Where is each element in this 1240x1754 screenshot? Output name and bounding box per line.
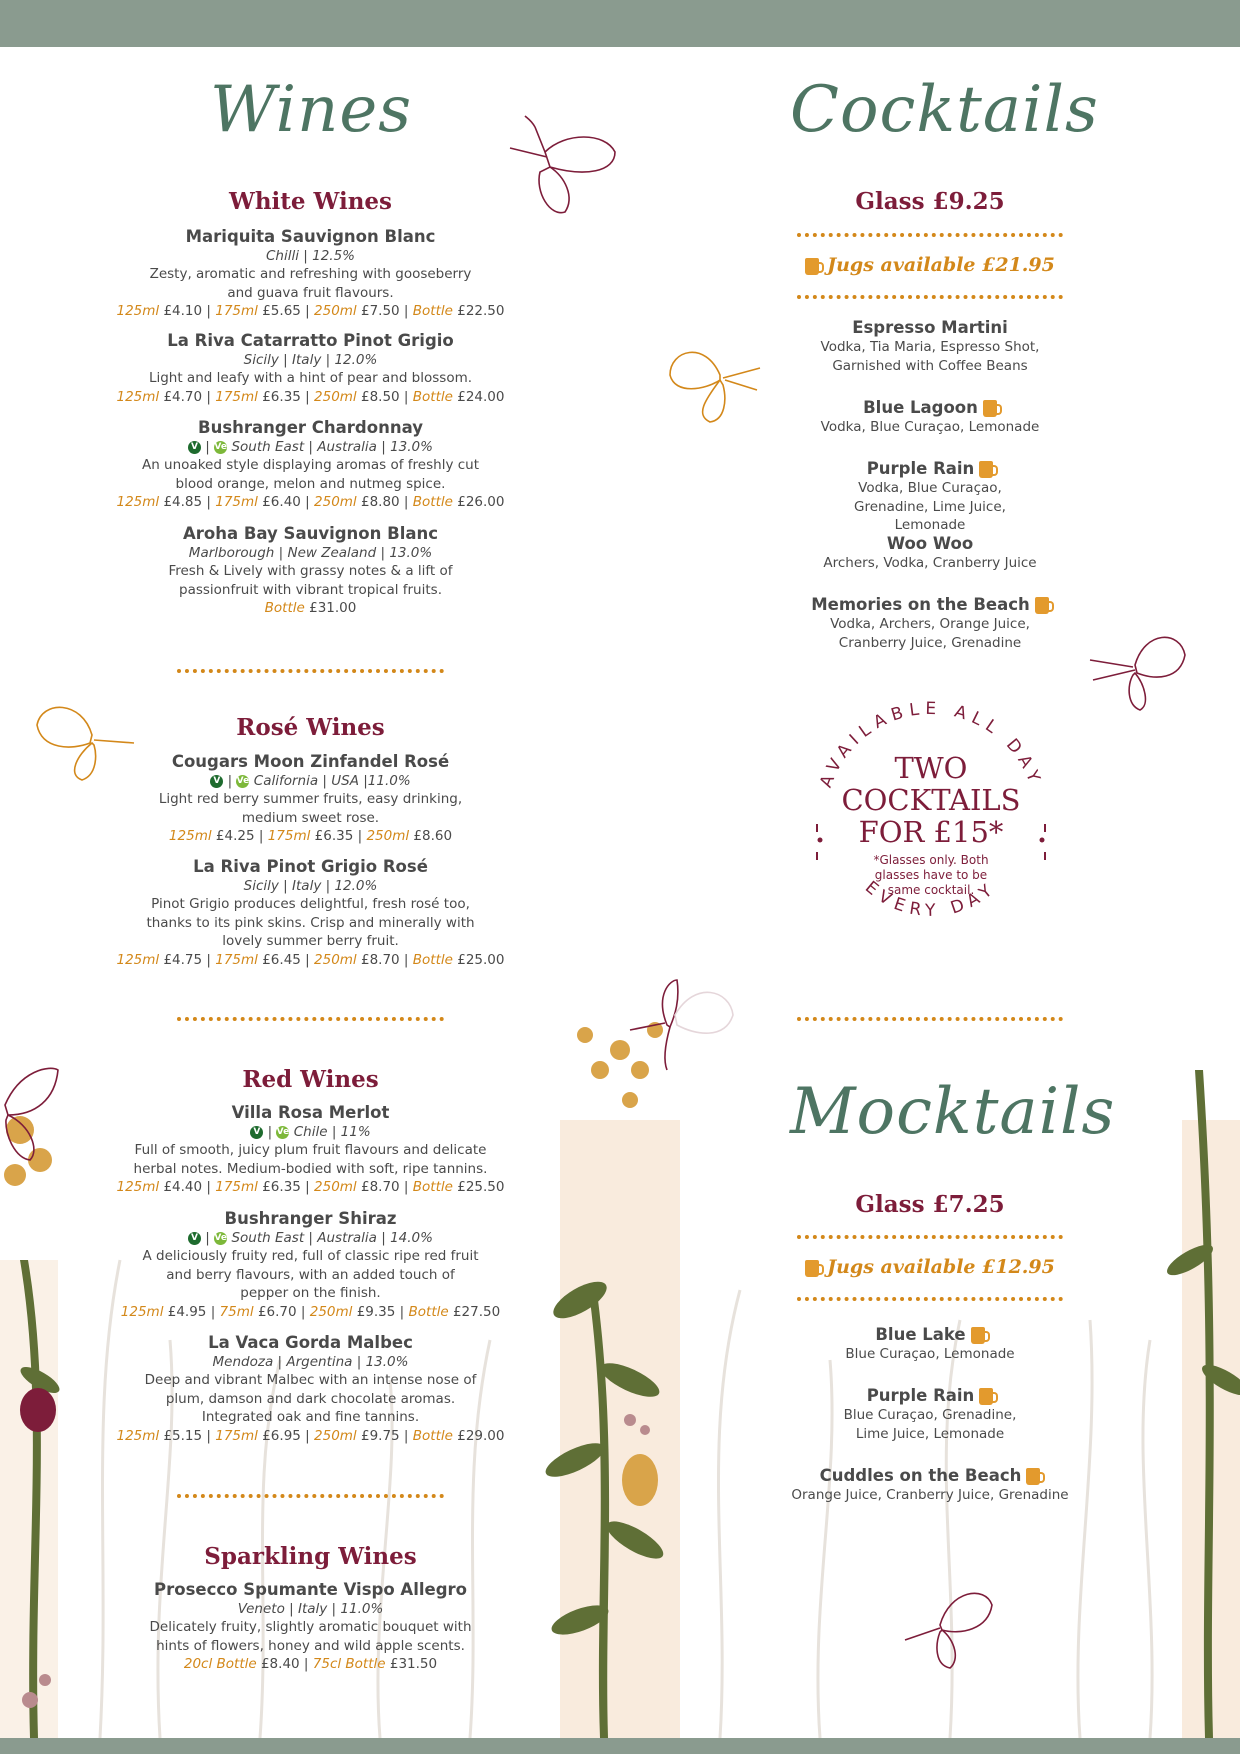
cocktail-description: Vodka, Blue Curaçao, Lemonade (820, 419, 1040, 435)
cocktail-name: Purple Rain (790, 459, 1070, 479)
wine-prices: 125ml £4.75 | 175ml £6.45 | 250ml £8.70 | Bottle £25.00 (116, 951, 505, 968)
wine-meta: Veneto | Italy | 11.0% (237, 1601, 384, 1617)
mocktail-name: Blue Lake (790, 1325, 1070, 1345)
badge-line-2: COCKTAILS (841, 783, 1021, 817)
divider (797, 295, 1063, 299)
wine-name: La Riva Pinot Grigio Rosé (193, 857, 428, 876)
wine-meta: V | Ve Chile | 11% (98, 1123, 523, 1141)
wine-prices: 125ml £5.15 | 175ml £6.95 | 250ml £9.75 | Bottle £29.00 (116, 1427, 505, 1444)
list-item (98, 331, 523, 406)
mocktail-description: Orange Juice, Cranberry Juice, Grenadine (791, 1487, 1069, 1503)
rose-wines-title: Rosé Wines (236, 714, 385, 741)
wine-name: Bushranger Shiraz (224, 1209, 397, 1228)
vegan-icon: Ve (276, 1126, 290, 1137)
badge-note-2: glasses have to be (874, 868, 988, 882)
list-item (98, 418, 523, 512)
red-wines-title: Red Wines (242, 1066, 379, 1093)
wine-prices: 125ml £4.70 | 175ml £6.35 | 250ml £8.50 | Bottle £24.00 (116, 388, 505, 405)
wine-prices: 125ml £4.85 | 175ml £6.40 | 250ml £8.80 | Bottle £26.00 (116, 494, 505, 511)
wine-prices: 20cl Bottle £8.40 | 75cl Bottle £31.50 (183, 1656, 438, 1673)
jug-icon (805, 258, 819, 275)
mocktail-glass-price: Glass £7.25 (855, 1191, 1005, 1218)
wine-name: Aroha Bay Sauvignon Blanc (182, 524, 439, 543)
vegan-icon: Ve (236, 775, 250, 786)
wine-prices: 125ml £4.95 | 75ml £6.70 | 250ml £9.35 | Bottle £27.50 (120, 1303, 501, 1320)
jug-icon (1035, 597, 1049, 614)
list-item (98, 227, 523, 321)
butterfly-icon (0, 1060, 60, 1165)
mocktail-description: Blue Curaçao, Lemonade (845, 1346, 1015, 1362)
cocktail-name: Espresso Martini (852, 318, 1008, 337)
butterfly-icon (625, 975, 740, 1075)
list-item (98, 1103, 523, 1197)
wine-prices: 125ml £4.25 | 175ml £6.35 | 250ml £8.60 (168, 828, 453, 845)
badge-line-1: TWO (894, 751, 968, 785)
list-item (98, 1209, 523, 1321)
list-item (98, 752, 523, 846)
cocktail-name: Memories on the Beach (790, 595, 1070, 615)
butterfly-icon (665, 330, 765, 430)
mocktail-jug-price: Jugs available £12.95 (770, 1256, 1090, 1278)
cocktail-name: Blue Lagoon (790, 398, 1070, 418)
list-item (790, 1325, 1070, 1364)
divider (797, 233, 1063, 237)
top-bar (0, 0, 1240, 47)
list-item (790, 459, 1070, 535)
vegan-icon: Ve (214, 1232, 227, 1243)
jug-icon (971, 1327, 985, 1344)
wine-name: Prosecco Spumante Vispo Allegro (154, 1580, 467, 1599)
wine-name: Bushranger Chardonnay (198, 418, 423, 437)
divider (797, 1235, 1063, 1239)
divider (177, 1017, 444, 1021)
vegetarian-icon: V (188, 1232, 201, 1245)
list-item (98, 1580, 523, 1674)
two-cocktails-badge (806, 694, 1056, 944)
wine-prices: 125ml £4.10 | 175ml £5.65 | 250ml £7.50 | Bottle £22.50 (116, 303, 505, 320)
wine-description: Full of smooth, juicy plum fruit flavours and delicate herbal notes. Medium-bodied with soft, ripe tannins. (133, 1142, 488, 1177)
mocktail-name: Purple Rain (790, 1386, 1070, 1406)
list-item (790, 318, 1070, 375)
jug-icon (979, 1388, 993, 1405)
wine-prices: Bottle £31.00 (264, 600, 357, 617)
divider (797, 1297, 1063, 1301)
list-item (98, 1333, 523, 1445)
wine-name: Mariquita Sauvignon Blanc (185, 227, 436, 246)
cocktail-description: Vodka, Blue Curaçao, Grenadine, Lime Juice, Lemonade (854, 480, 1006, 534)
wine-prices: 125ml £4.40 | 175ml £6.35 | 250ml £8.70 | Bottle £25.50 (116, 1179, 505, 1196)
divider (177, 1494, 444, 1498)
wine-description: Zesty, aromatic and refreshing with gooseberry and guava fruit flavours. (149, 266, 472, 301)
wine-name: La Vaca Gorda Malbec (208, 1333, 413, 1352)
cocktail-description: Vodka, Archers, Orange Juice, Cranberry Juice, Grenadine (830, 616, 1030, 651)
wine-meta: V | Ve California | USA |11.0% (98, 772, 523, 790)
jug-icon (805, 1260, 819, 1277)
badge-arc-top: AVAILABLE ALL DAY (816, 698, 1046, 791)
wine-name: Villa Rosa Merlot (231, 1103, 390, 1122)
cocktail-glass-price: Glass £9.25 (855, 188, 1005, 215)
wine-meta: Marlborough | New Zealand | 13.0% (188, 545, 433, 561)
vegetarian-icon: V (188, 441, 201, 454)
butterfly-icon (1085, 625, 1190, 715)
vegetarian-icon: V (250, 1126, 263, 1139)
list-item (790, 595, 1070, 652)
list-item (790, 398, 1070, 437)
jug-icon (1026, 1468, 1040, 1485)
wine-name: La Riva Catarratto Pinot Grigio (167, 331, 454, 350)
vegan-icon: Ve (214, 441, 227, 452)
wine-description: Deep and vibrant Malbec with an intense nose of plum, damson and dark chocolate aromas. Integrated oak and fine tannins. (144, 1372, 477, 1426)
wine-meta: Sicily | Italy | 12.0% (243, 878, 378, 894)
sparkling-wines-title: Sparkling Wines (204, 1543, 417, 1570)
mocktail-description: Blue Curaçao, Grenadine, Lime Juice, Lemonade (843, 1407, 1017, 1442)
divider (177, 669, 444, 673)
divider (797, 1017, 1063, 1021)
wine-description: Light and leafy with a hint of pear and blossom. (148, 370, 473, 386)
badge-line-3: FOR £15* (858, 815, 1004, 849)
mocktails-heading: Mocktails (790, 1075, 1116, 1149)
cocktails-heading: Cocktails (790, 73, 1099, 147)
wine-description: Pinot Grigio produces delightful, fresh rosé too, thanks to its pink skins. Crisp and minerally with lovely summer berry fruit. (146, 896, 475, 950)
wine-meta: V | Ve South East | Australia | 14.0% (98, 1229, 523, 1247)
jug-icon (983, 400, 997, 417)
wine-meta: Sicily | Italy | 12.0% (243, 352, 378, 368)
mocktail-name: Cuddles on the Beach (770, 1466, 1090, 1486)
cocktail-description: Archers, Vodka, Cranberry Juice (823, 555, 1037, 571)
list-item (790, 534, 1070, 573)
list-item (98, 857, 523, 969)
wine-description: Delicately fruity, slightly aromatic bouquet with hints of flowers, honey and wild apple scents. (149, 1619, 472, 1654)
wine-name: Cougars Moon Zinfandel Rosé (171, 752, 450, 771)
butterfly-icon (900, 1580, 995, 1670)
cocktail-description: Vodka, Tia Maria, Espresso Shot, Garnished with Coffee Beans (820, 339, 1040, 374)
wine-description: An unoaked style displaying aromas of freshly cut blood orange, melon and nutmeg spice. (141, 457, 480, 492)
wine-meta: Mendoza | Argentina | 13.0% (212, 1354, 409, 1370)
vegetarian-icon: V (210, 775, 223, 788)
list-item (770, 1466, 1090, 1505)
jug-icon (979, 461, 993, 478)
wine-meta: Chilli | 12.5% (265, 248, 355, 264)
list-item (790, 1386, 1070, 1443)
badge-note-3: same cocktail. (887, 883, 975, 897)
bottom-bar (0, 1738, 1240, 1754)
badge-note-1: *Glasses only. Both (873, 853, 989, 867)
wine-description: Fresh & Lively with grassy notes & a lift of passionfruit with vibrant tropical fruits. (168, 563, 453, 598)
list-item (98, 524, 523, 618)
wine-description: A deliciously fruity red, full of classic ripe red fruit and berry flavours, with an added touch of pepper on the finish. (142, 1248, 479, 1302)
cocktail-name: Woo Woo (886, 534, 974, 553)
white-wines-title: White Wines (228, 188, 393, 215)
wine-meta: V | Ve South East | Australia | 13.0% (98, 438, 523, 456)
badge-arc-bottom: EVERY DAY (861, 877, 1001, 922)
wine-description: Light red berry summer fruits, easy drinking, medium sweet rose. (158, 791, 463, 826)
wines-heading: Wines (210, 73, 413, 147)
cocktail-jug-price: Jugs available £21.95 (770, 254, 1090, 276)
